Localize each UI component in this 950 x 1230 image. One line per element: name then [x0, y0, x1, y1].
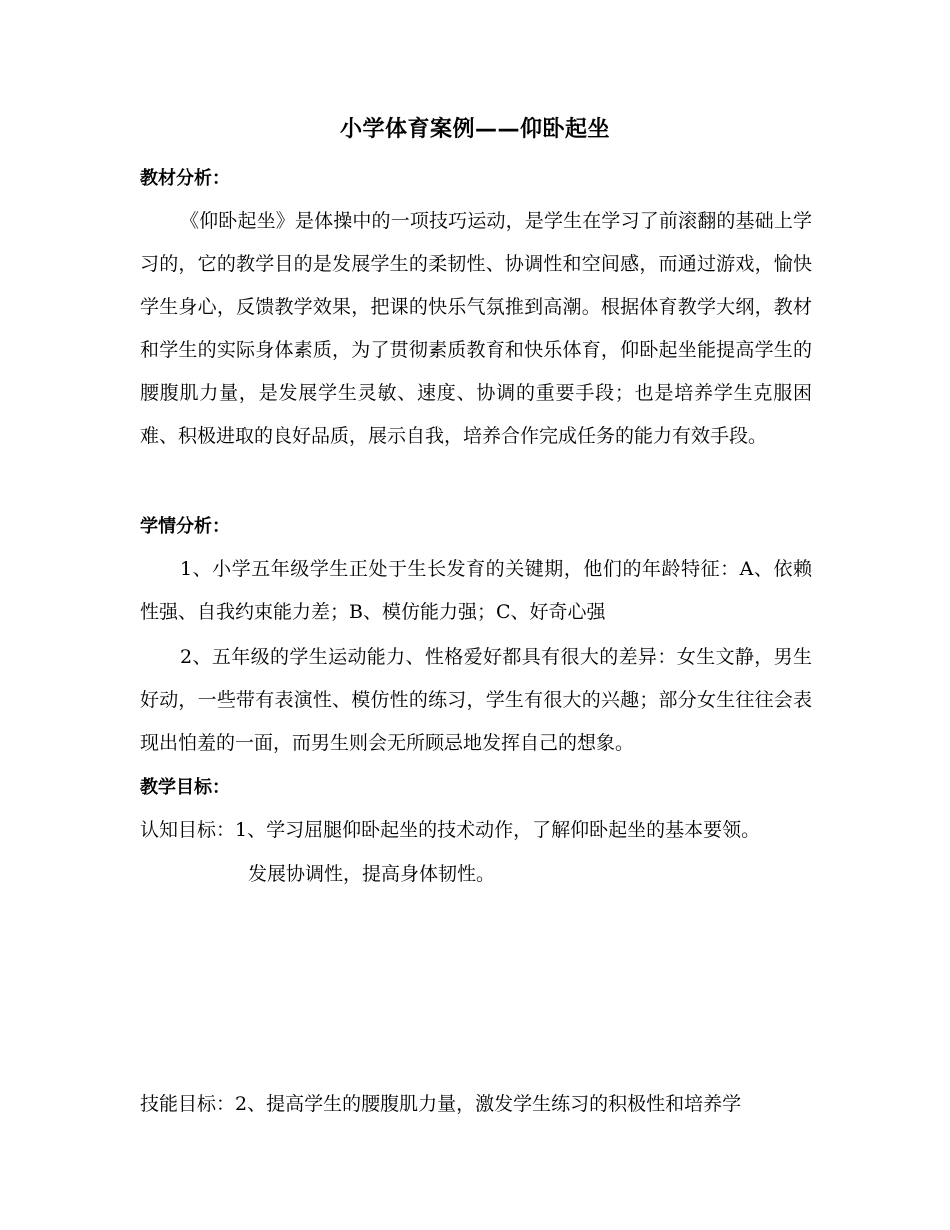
document-title: 小学体育案例——仰卧起坐 [339, 117, 610, 142]
student-analysis-point-2: 2、五年级的学生运动能力、性格爱好都具有很大的差异：女生文静，男生好动，一些带有表演性、模仿性的练习，学生有很大的兴趣；部分女生往往会表现出怕羞的一面，而男生则会无所顾忌地发挥自己的想象。 [140, 646, 812, 754]
cognitive-goal-line-1: 认知目标：1、学习屈腿仰卧起坐的技术动作，了解仰卧起坐的基本要领。 [140, 819, 761, 841]
section-heading-material-analysis: 教材分析： [140, 168, 230, 189]
skill-goal-line-1: 技能目标：2、提高学生的腰腹肌力量，激发学生练习的积极性和培养学 [140, 1093, 742, 1115]
cognitive-goal-line-2: 发展协调性，提高身体韧性。 [248, 863, 496, 885]
section-heading-student-analysis: 学情分析： [140, 516, 230, 537]
material-analysis-paragraph: 《仰卧起坐》是体操中的一项技巧运动，是学生在学习了前滚翻的基础上学习的，它的教学目的是发展学生的柔韧性、协调性和空间感，而通过游戏，愉快学生身心，反馈教学效果，把课的快乐气氛推到高潮。根据体育教学大纲，教材和学生的实际身体素质，为了贯彻素质教育和快乐体育，仰卧起坐能提高学生的腰腹肌力量，是发展学生灵敏、速度、协调的重要手段；也是培养学生克服困难、积极进取的良好品质，展示自我，培养合作完成任务的能力有效手段。 [140, 210, 812, 447]
student-analysis-point-1: 1、小学五年级学生正处于生长发育的关键期，他们的年龄特征：A、依赖性强、自我约束能力差；B、模仿能力强；C、好奇心强 [140, 558, 812, 623]
section-heading-teaching-goals: 教学目标： [140, 777, 230, 798]
